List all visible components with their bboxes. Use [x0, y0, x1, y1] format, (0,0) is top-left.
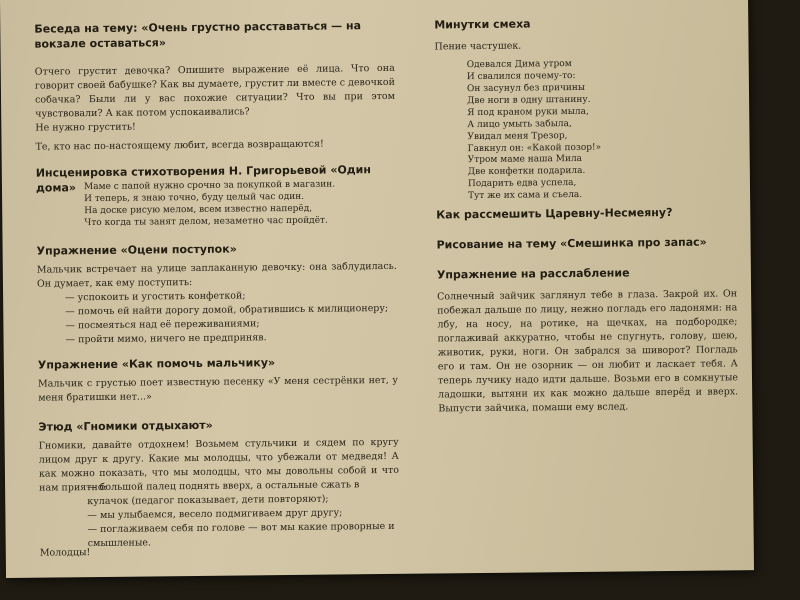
farewell-line-1: Не нужно грустить! [35, 121, 136, 134]
poem-line: А лицо умыть забыла, [467, 119, 572, 131]
section-title-laughter: Минутки смеха [434, 17, 531, 32]
list-item: — мы улыбаемся, весело подмигиваем друг другу; [79, 506, 399, 523]
gnomes-actions [79, 478, 400, 551]
help-boy-text: Мальчик с грустью поет известную песенку «У меня сестрёнки нет, у меня братишки нет...» [37, 374, 399, 404]
poem-line: Утром маме наша Мила [467, 153, 583, 166]
section-title-help-boy: Упражнение «Как помочь мальчику» [37, 356, 276, 372]
poem-line: Увидал меня Трезор, [467, 131, 568, 143]
poem-line: Подарить едва успела, [467, 177, 577, 190]
evaluate-intro: Мальчик встречает на улице заплаканную девочку: она заблудилась. Он думает, как ему поступить: [36, 260, 397, 290]
section-title-evaluate: Упражнение «Оцени поступок» [36, 242, 237, 258]
poem-line: Маме с папой нужно срочно за покупкой в магазин. [83, 179, 336, 193]
poem-line: Гавкнул он: «Какой позор!» [467, 142, 602, 155]
farewell-line-2: Те, кто нас по-настоящему любит, всегда возвращаются! [35, 138, 324, 153]
gnomes-intro: Гномики, давайте отдохнем! Возьмем стульчики и сядем по кругу лицом друг к другу. Какие мы молодцы, что убежали от медведя! А как можно показать, что мы молодцы, что мы довольны собой и что нам приятно: [38, 436, 400, 494]
chastushka-3 [468, 151, 718, 202]
list-item: — помочь ей найти дорогу домой, обратившись к милиционеру; [57, 302, 397, 320]
list-item: — успокоить и угостить конфеткой; [57, 288, 397, 306]
list-item: — поглаживаем себя по голове — вот мы какие проворные и смышленые. [79, 520, 399, 551]
section-title-drawing: Рисование на тему «Смешинка про запас» [436, 235, 707, 252]
section-title-farewell: Беседа на тему: «Очень грустно расставаться — на вокзале оставаться» [34, 19, 362, 51]
poem-line: Две конфетки подарила. [467, 165, 586, 178]
poem-line: Тут же их сама и съела. [468, 189, 583, 202]
poem-one-home [84, 178, 384, 229]
relaxation-text: Солнечный зайчик заглянул тебе в глаза. Закрой их. Он побежал дальше по лицу, нежно погладь его ладонями: на лбу, на носу, на ротике, на щечках, на подбородке; поглаживай аккуратно, чтобы не спугнуть, голову, шею, животик, руки, ноги. Он забрался за шиворот? Погладь его и там. Он не озорник — он любит и ласкает тебя. А теперь лучику надо идти дальше. Возьми его в сомкнутые ладошки, вытяни их как можно дальше вперёд и вверх. Выпусти зайчика, помаши ему вслед. [437, 288, 739, 415]
farewell-questions: Отчего грустит девочка? Опишите выражение её лица. Что она говорит своей бабушке? Как вы думаете, грустит ли вместе с девочкой собачка? Были ли у вас похожие ситуации? Что вы при этом чувствовали? А как потом успокаивались? [34, 62, 396, 120]
poem-line: На доске рисую мелом, всем известно наперёд, [84, 203, 313, 217]
section-title-gnomes: Этюд «Гномики отдыхают» [38, 418, 213, 434]
list-item: — большой палец поднять вверх, а остальные сжать в кулачок (педагог показывает, дети повторяют); [79, 478, 399, 509]
poem-line: Что когда ты занят делом, незаметно час пройдёт. [84, 215, 328, 229]
poem-line: Две ноги в одну штанину. [467, 94, 591, 107]
section-title-nesmeyana: Как рассмешить Царевну-Несмеяну? [436, 205, 673, 222]
poem-line: Я под краном руки мыла, [467, 106, 589, 119]
section-title-staging: Инсценировка стихотворения Н. Григорьевой «Один дома» [35, 163, 372, 195]
poem-line: И теперь, я знаю точно, буду целый час один. [84, 191, 305, 205]
list-item: — пройти мимо, ничего не предприняв. [57, 330, 397, 348]
poem-line: Он засунул без причины [466, 82, 586, 95]
gnomes-outro: Молодцы! [39, 547, 91, 559]
section-title-relaxation: Упражнение на расслабление [436, 266, 630, 282]
list-item: — посмеяться над её переживаниями; [57, 316, 397, 334]
poem-line: Одевался Дима утром [466, 59, 572, 71]
evaluate-options [57, 288, 398, 348]
laughter-intro: Пение частушек. [434, 40, 522, 53]
chastushka-2 [467, 104, 717, 155]
poem-line: И свалился почему-то: [466, 70, 576, 83]
chastushka-1 [467, 56, 717, 107]
